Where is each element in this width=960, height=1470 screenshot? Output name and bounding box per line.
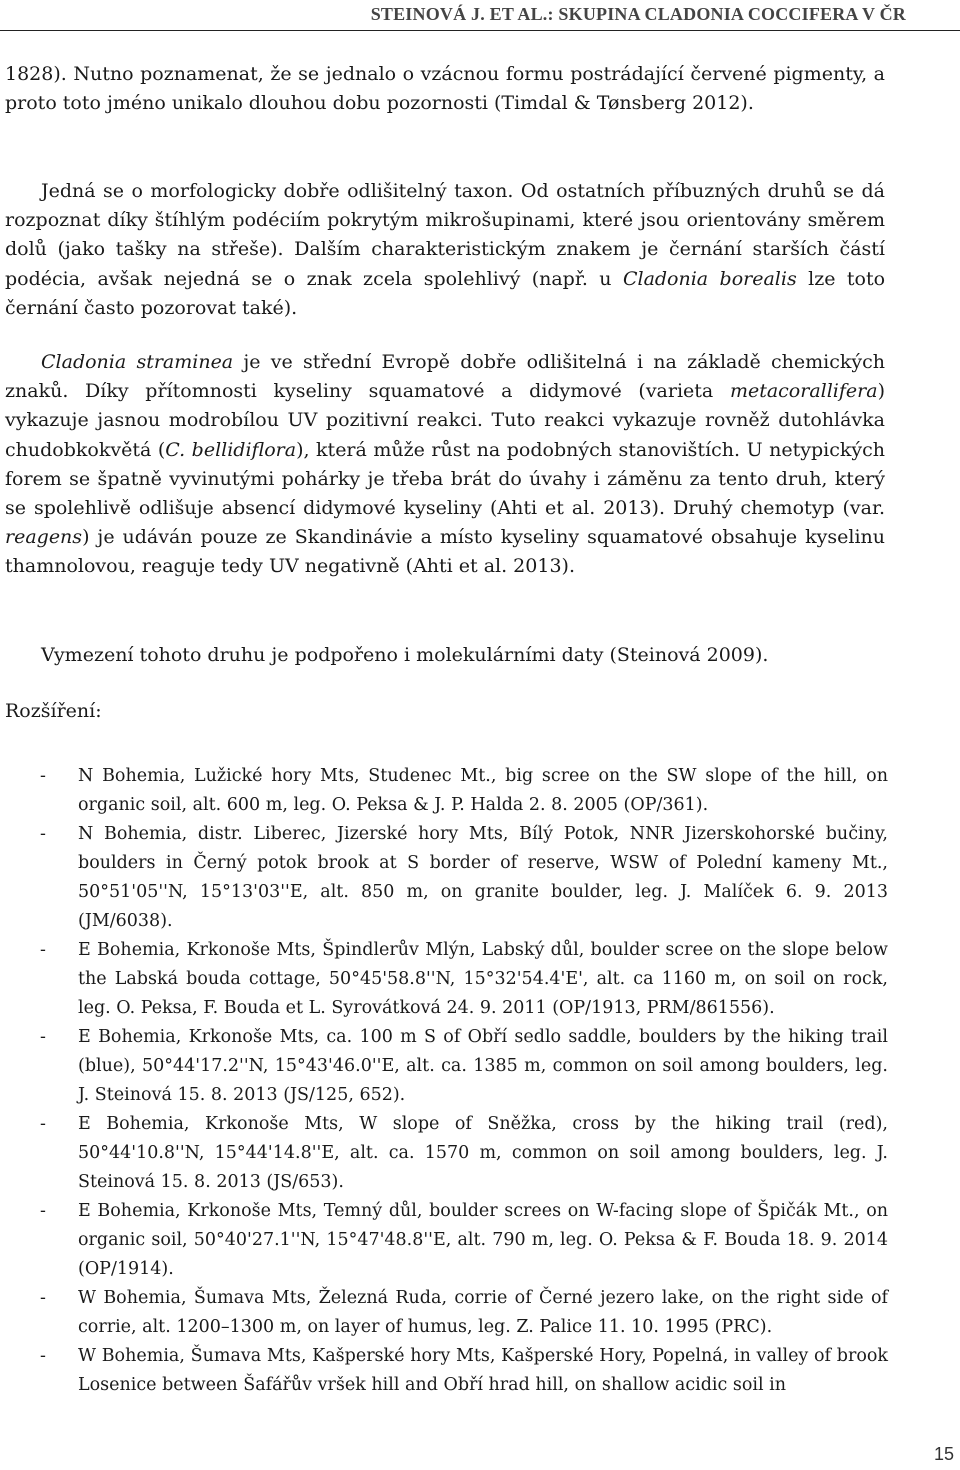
list-bullet: - <box>40 940 46 960</box>
p3-text-a: je ve střední Evropě dobře odlišitelná i na základě chemických znaků. Díky přítomnosti kyseliny squamatové a didymové (varieta <box>5 351 885 403</box>
record-text: W Bohemia, Šumava Mts, Železná Ruda, corrie of Černé jezero lake, on the right side of corrie, alt. 1200–1300 m, on layer of humus, leg. Z. Palice 11. 10. 1995 (PRC). <box>78 1288 888 1337</box>
list-item <box>0 1023 888 1110</box>
paragraph-2 <box>5 177 885 323</box>
list-bullet: - <box>40 1201 46 1221</box>
list-item <box>0 1197 888 1284</box>
paragraph-block-3 <box>5 348 885 582</box>
list-item <box>0 1284 888 1342</box>
paragraph-3 <box>5 348 885 582</box>
p3-taxon-metacorallifera: metacorallifera <box>729 380 878 403</box>
p2-text-b: lze toto černání často pozorovat také). <box>5 267 886 319</box>
record-text: E Bohemia, Krkonoše Mts, ca. 100 m S of Obří sedlo saddle, boulders by the hiking trail (blue), 50°44'17.2''N, 15°43'46.0''E, alt. ca. 1385 m, common on soil among boulders, leg. J. Steinová 15. 8. 2013 (JS/125, 652). <box>78 1027 888 1105</box>
paragraph-4: Vymezení tohoto druhu je podpořeno i molekulárními daty (Steinová 2009). <box>41 644 769 666</box>
paragraph-block-4 <box>5 641 885 670</box>
section-heading-distribution: Rozšíření: <box>5 700 102 722</box>
list-bullet: - <box>40 1114 46 1134</box>
running-header: STEINOVÁ J. ET AL.: SKUPINA CLADONIA COCCIFERA V ČR <box>370 4 906 24</box>
p3-text-c: ), která může růst na podobných stanovištích. U netypických forem se špatně vyvinutými pohárky je třeba brát do úvahy i záměnu za tento druh, který se spolehlivě odlišuje absencí didymové kyseliny (Ahti et al. 2013). Druhý chemotyp (var. <box>5 438 885 520</box>
list-item <box>0 762 888 820</box>
list-item <box>0 1342 888 1400</box>
list-bullet: - <box>40 1027 46 1047</box>
list-bullet: - <box>40 1288 46 1308</box>
list-bullet: - <box>40 824 46 844</box>
list-bullet: - <box>40 1346 46 1366</box>
specimen-records-list <box>0 762 888 1400</box>
paragraph-1: 1828). Nutno poznamenat, že se jednalo o vzácnou formu postrádající červené pigmenty, a proto toto jméno unikalo dlouhou dobu pozornosti (Timdal & Tønsberg 2012). <box>5 63 885 115</box>
record-text: W Bohemia, Šumava Mts, Kašperské hory Mts, Kašperské Hory, Popelná, in valley of brook Losenice between Šafářův vršek hill and Obří hrad hill, on shallow acidic soil in <box>78 1346 888 1395</box>
p2-text-a: Jedná se o morfologicky dobře odlišitelný taxon. Od ostatních příbuzných druhů se dá rozpoznat díky štíhlým podéciím pokrytým mikrošupinami, které jsou orientovány směrem dolů (jako tašky na střeše). Dalším charakteristickým znakem je černání starších částí podécia, avšak nejedná se o znak zcela spolehlivý (např. u <box>5 180 885 290</box>
record-text: N Bohemia, distr. Liberec, Jizerské hory Mts, Bílý Potok, NNR Jizerskohorské bučiny, boulders in Černý potok brook at S border of reserve, WSW of Polední kameny Mt., 50°51'05''N, 15°13'03''E, alt. 850 m, on granite boulder, leg. J. Malíček 6. 9. 2013 (JM/6038). <box>78 824 888 931</box>
record-text: E Bohemia, Krkonoše Mts, Temný důl, boulder screes on W-facing slope of Špičák Mt., on organic soil, 50°40'27.1''N, 15°47'48.8''E, alt. 790 m, leg. O. Peksa & F. Bouda 18. 9. 2014 (OP/1914). <box>78 1201 888 1279</box>
p3-taxon-cladonia-straminea: Cladonia straminea <box>41 351 234 373</box>
record-text: N Bohemia, Lužické hory Mts, Studenec Mt., big scree on the SW slope of the hill, on organic soil, alt. 600 m, leg. O. Peksa & J. P. Halda 2. 8. 2005 (OP/361). <box>78 766 888 815</box>
list-item <box>0 936 888 1023</box>
paragraph-continuation <box>5 60 885 118</box>
list-item <box>0 820 888 936</box>
p2-taxon-cladonia-borealis: Cladonia borealis <box>622 267 797 290</box>
p3-taxon-c-bellidiflora: C. bellidiflora <box>165 438 297 461</box>
record-text: E Bohemia, Krkonoše Mts, Špindlerův Mlýn, Labský důl, boulder scree on the slope below the Labská bouda cottage, 50°45'58.8''N, 15°32'54.4'E', alt. ca 1160 m, on soil on rock, leg. O. Peksa, F. Bouda et L. Syrovátková 24. 9. 2011 (OP/1913, PRM/861556). <box>78 940 888 1018</box>
header-rule <box>0 30 960 31</box>
page-number: 15 <box>933 1444 954 1464</box>
p3-text-b: ) vykazuje jasnou modrobílou UV pozitivní reakci. Tuto reakci vykazuje rovněž dutohlávka chudobkokvětá ( <box>5 380 885 461</box>
p3-text-d: ) je udáván pouze ze Skandinávie a místo kyseliny squamatové obsahuje kyselinu thamnolovou, reaguje tedy UV negativně (Ahti et al. 2013). <box>5 526 885 578</box>
list-bullet: - <box>40 766 46 786</box>
paragraph-block-2 <box>5 177 885 323</box>
p3-taxon-reagens: reagens <box>5 526 83 549</box>
record-text: E Bohemia, Krkonoše Mts, W slope of Sněžka, cross by the hiking trail (red), 50°44'10.8''N, 15°44'14.8''E, alt. ca. 1570 m, common on soil among boulders, leg. J. Steinová 15. 8. 2013 (JS/653). <box>78 1114 888 1192</box>
list-item <box>0 1110 888 1197</box>
